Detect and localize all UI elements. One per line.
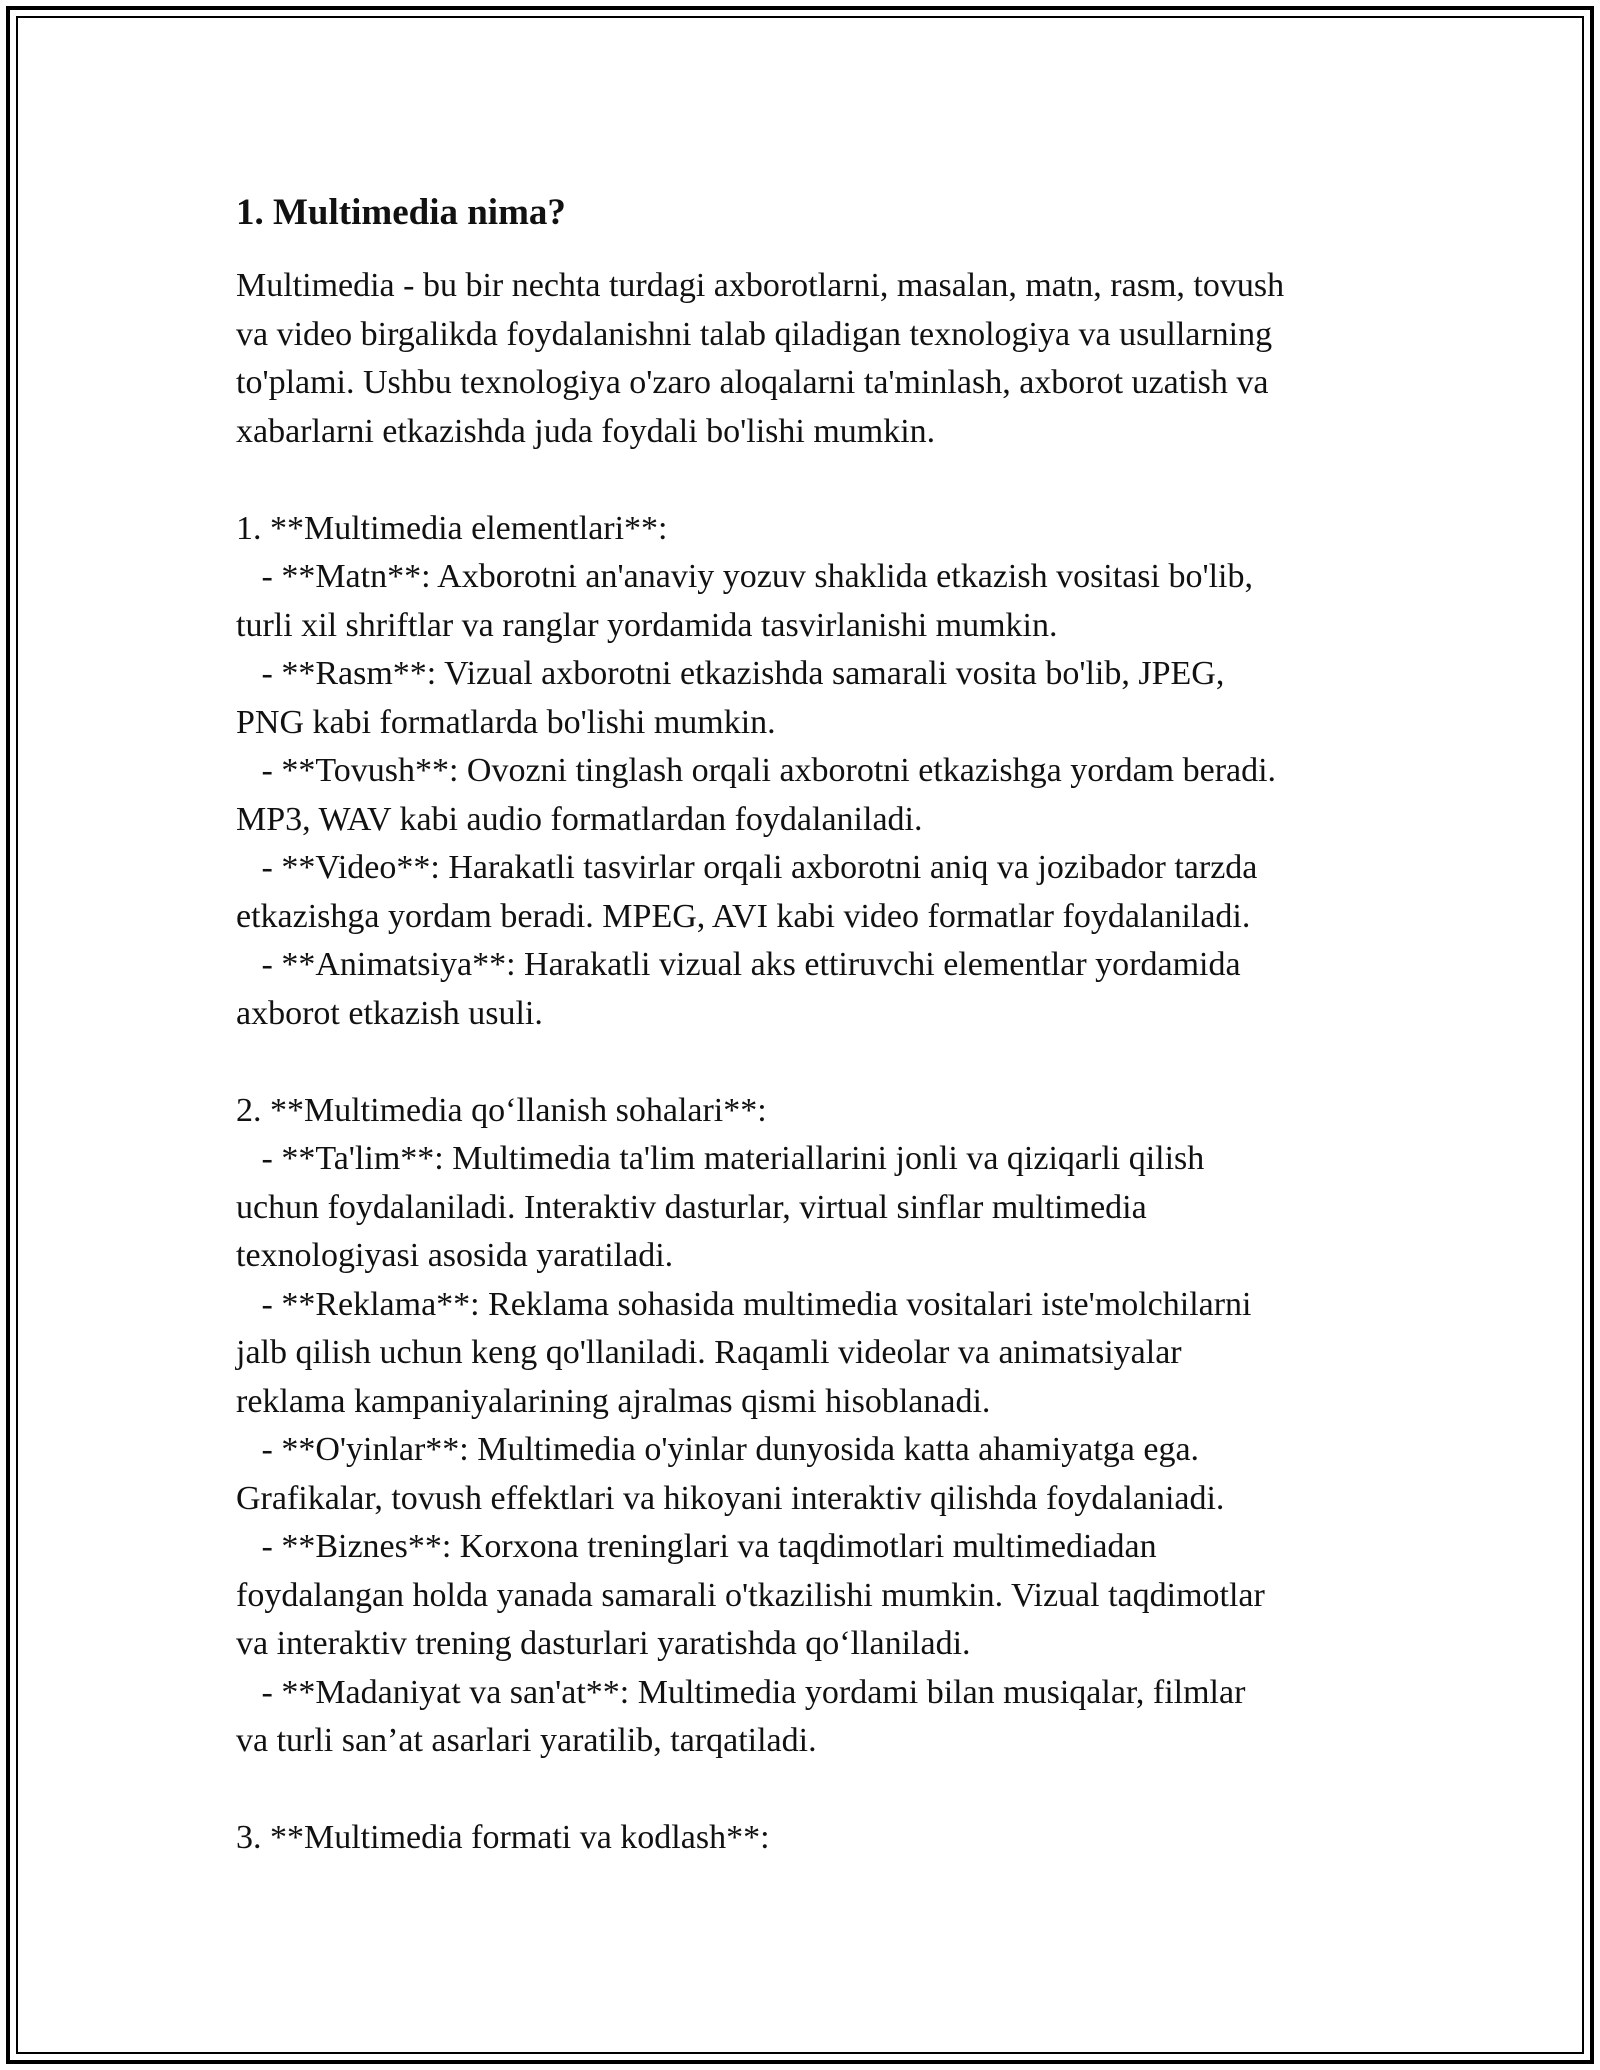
document-title: 1. Multimedia nima?: [236, 192, 566, 233]
document-content: [236, 188, 1386, 1863]
document-body: Multimedia - bu bir nechta turdagi axborotlarni, masalan, matn, rasm, tovush va video birgalikda foydalanishni talab qiladigan texnologiya va usullarning to'plami. Ushbu texnologiya o'zaro aloqalarni ta'minlash, axborot uzatish va xabarlarni etkazishda juda foydali bo'lishi mumkin. 1. **Multimedia elementlari**: - **Matn**: Axborotni an'anaviy yozuv shaklida etkazish vositasi bo'lib, turli xil shriftlar va ranglar yordamida tasvirlanishi mumkin. - **Rasm**: Vizual axborotni etkazishda samarali vosita bo'lib, JPEG, PNG kabi formatlarda bo'lishi mumkin. - **Tovush**: Ovozni tinglash orqali axborotni etkazishga yordam beradi. MP3, WAV kabi audio formatlardan foydalaniladi. - **Video**: Harakatli tasvirlar orqali axborotni aniq va jozibador tarzda etkazishga yordam beradi. MPEG, AVI kabi video formatlar foydalaniladi. - **Animatsiya**: Harakatli vizual aks ettiruvchi elementlar yordamida axborot etkazish usuli. 2. **Multimedia qo‘llanish sohalari**: - **Ta'lim**: Multimedia ta'lim materiallarini jonli va qiziqarli qilish uchun foydalaniladi. Interaktiv dasturlar, virtual sinflar multimedia texnologiyasi asosida yaratiladi. - **Reklama**: Reklama sohasida multimedia vositalari iste'molchilarni jalb qilish uchun keng qo'llaniladi. Raqamli videolar va animatsiyalar reklama kampaniyalarining ajralmas qismi hisoblanadi. - **O'yinlar**: Multimedia o'yinlar dunyosida katta ahamiyatga ega. Grafikalar, tovush effektlari va hikoyani interaktiv qilishda foydalaniadi. - **Biznes**: Korxona treninglari va taqdimotlari multimediadan foydalangan holda yanada samarali o'tkazilishi mumkin. Vizual taqdimotlar va interaktiv trening dasturlari yaratishda qo‘llaniladi. - **Madaniyat va san'at**: Multimedia yordami bilan musiqalar, filmlar va turli san’at asarlari yaratilib, tarqatiladi. 3. **Multimedia formati va kodlash**:: [236, 267, 1285, 1856]
